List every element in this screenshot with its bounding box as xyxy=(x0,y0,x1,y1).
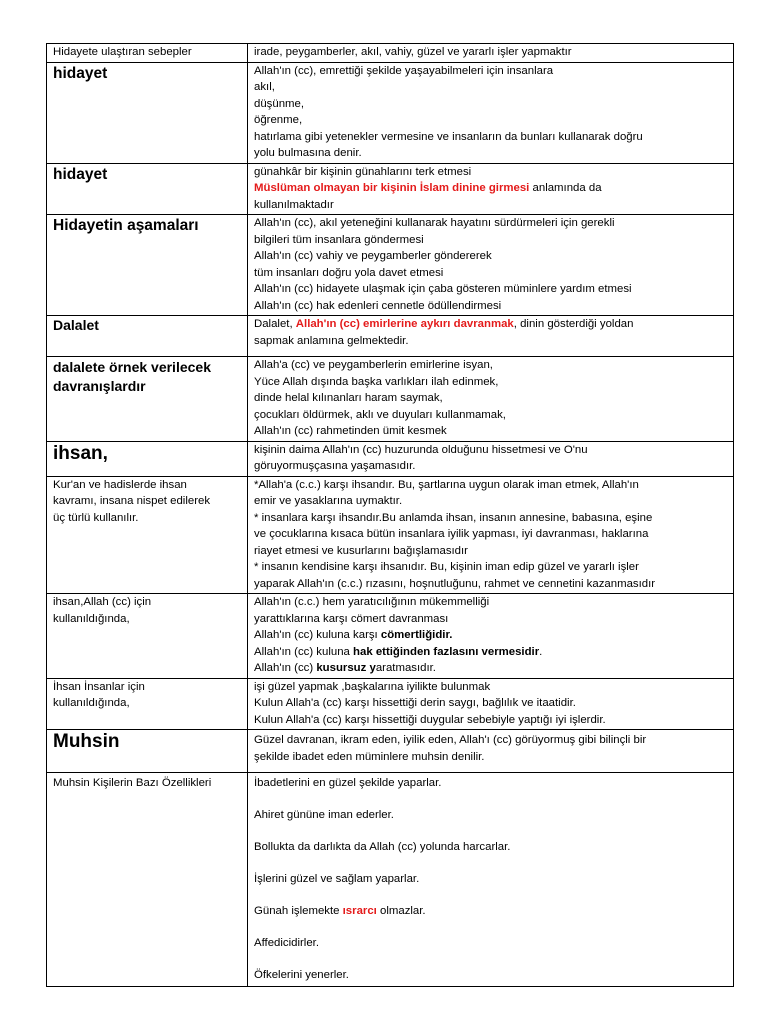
row-value xyxy=(248,163,734,215)
list-item: İbadetlerini en güzel şekilde yaparlar. xyxy=(254,777,442,789)
row-key xyxy=(47,678,248,730)
list-item: Öfkelerini yenerler. xyxy=(254,969,349,981)
row-value-text: . xyxy=(539,645,543,658)
table-row xyxy=(47,316,734,357)
list-item: Ahiret gününe iman ederler. xyxy=(254,809,394,821)
row-value xyxy=(248,357,734,442)
row-value-line: yolu bulmasına denir. xyxy=(254,147,362,159)
row-key-text: kullanıldığında, xyxy=(53,697,130,709)
row-value-line xyxy=(254,660,729,677)
row-value xyxy=(248,316,734,357)
table-row xyxy=(47,357,734,442)
row-value-line: Allah'ın (cc) hak edenleri cennetle ödüllendirmesi xyxy=(254,299,502,312)
row-value-line: Yüce Allah dışında başka varlıkları ilah edinmek, xyxy=(254,375,499,388)
row-value-line: kişinin daima Allah'ın (cc) huzurunda olduğunu hissetmesi ve O'nu xyxy=(254,443,588,456)
row-value-text: aratmasıdır. xyxy=(375,662,436,674)
row-key-text: Dalalet xyxy=(53,317,99,333)
row-value-line: yaparak Allah'ın (c.c.) rızasını, hoşnutluğunu, rahmet ve cennetini kazanmasıdır xyxy=(254,577,656,590)
row-key-text: dalalete örnek verilecek xyxy=(53,359,211,375)
row-value-line: çocukları öldürmek, aklı ve duyuları kullanmamak, xyxy=(254,408,506,421)
row-key-text: kavramı, insana nispet edilerek xyxy=(53,495,211,507)
row-value-line: günahkâr bir kişinin günahlarını terk etmesi xyxy=(254,165,472,178)
bold-text: cömertliğidir. xyxy=(380,629,453,641)
row-key-text: İhsan İnsanlar için xyxy=(53,680,145,693)
row-key xyxy=(47,441,248,476)
row-key-text: kullanıldığında, xyxy=(53,612,130,625)
row-value-line: * insanlara karşı ihsandır.Bu anlamda ihsan, insanın annesine, babasına, eşine xyxy=(254,511,653,524)
highlight-text: ısrarcı xyxy=(342,905,377,917)
row-value xyxy=(248,773,734,987)
row-value xyxy=(248,441,734,476)
list-item: İşlerini güzel ve sağlam yaparlar. xyxy=(254,873,420,885)
row-key xyxy=(47,62,248,163)
row-key xyxy=(47,163,248,215)
row-key xyxy=(47,730,248,773)
row-key-text: ihsan, xyxy=(53,442,108,464)
row-value-line: Allah'a (cc) ve peygamberlerin emirlerine isyan, xyxy=(254,359,493,371)
row-value-text: Allah'ın (cc) kuluna karşı xyxy=(254,629,381,641)
row-value xyxy=(248,678,734,730)
row-value xyxy=(248,62,734,163)
table-row xyxy=(47,215,734,316)
list-item: Bollukta da darlıkta da Allah (cc) yolunda harcarlar. xyxy=(254,841,511,853)
row-value-line xyxy=(254,316,729,333)
highlight-text: Müslüman olmayan bir kişinin İslam dinine girmesi xyxy=(254,182,530,194)
row-value-text: Allah'ın (cc) xyxy=(254,662,317,674)
bold-text: kusursuz y xyxy=(316,662,376,674)
ihsan-hidayet-table xyxy=(46,43,734,987)
row-value-text: Dalalet, xyxy=(254,318,296,330)
row-value-line: Allah'ın (cc) vahiy ve peygamberler göndererek xyxy=(254,250,492,262)
row-value-line xyxy=(254,180,729,197)
row-value-line: ve çocuklarına kısaca bütün insanlara iyilik yapması, iyi davranması, haklarına xyxy=(254,528,649,540)
row-key-text: ihsan,Allah (cc) için xyxy=(53,596,152,608)
row-value xyxy=(248,44,734,63)
row-value-line: * insanın kendisine karşı ihsanıdır. Bu, kişinin iman edip güzel ve yararlı işler xyxy=(254,561,639,573)
row-value-line xyxy=(254,627,729,644)
row-value-line: akıl, xyxy=(254,81,275,93)
row-value-line: *Allah'a (c.c.) karşı ihsandır. Bu, şartlarına uygun olarak iman etmek, Allah'ın xyxy=(254,478,639,491)
row-key-text: Muhsin Kişilerin Bazı Özellikleri xyxy=(53,777,212,789)
row-key xyxy=(47,316,248,357)
row-key xyxy=(47,357,248,442)
row-value-line: emir ve yasaklarına uymaktır. xyxy=(254,495,403,507)
row-value-line: sapmak anlamına gelmektedir. xyxy=(254,334,409,347)
row-value xyxy=(248,476,734,594)
row-value-line: irade, peygamberler, akıl, vahiy, güzel ve yararlı işler yapmaktır xyxy=(254,46,572,58)
row-value-line: Allah'ın (cc) rahmetinden ümit kesmek xyxy=(254,425,447,437)
list-item: Affedicidirler. xyxy=(254,937,320,949)
row-value-line: bilgileri tüm insanlara göndermesi xyxy=(254,233,424,246)
table-row xyxy=(47,678,734,730)
row-value-line: Allah'ın (cc) hidayete ulaşmak için çaba gösteren müminlere yardım etmesi xyxy=(254,283,632,295)
row-key xyxy=(47,215,248,316)
table-row xyxy=(47,594,734,679)
row-value-line: tüm insanları doğru yola davet etmesi xyxy=(254,266,444,279)
row-value-line: hatırlama gibi yetenekler vermesine ve insanların da bunları kullanarak doğru xyxy=(254,130,643,143)
row-key-text: hidayet xyxy=(53,64,108,82)
table-row xyxy=(47,441,734,476)
row-value-line: öğrenme, xyxy=(254,114,303,126)
row-value-line: kullanılmaktadır xyxy=(254,198,334,211)
row-key xyxy=(47,476,248,594)
highlight-text: Allah'ın (cc) emirlerine aykırı davranmak xyxy=(295,318,514,330)
row-value-line: Allah'ın (cc), emrettiği şekilde yaşayabilmeleri için insanlara xyxy=(254,64,554,77)
row-key xyxy=(47,773,248,987)
row-value-line: düşünme, xyxy=(254,97,305,110)
row-value-line: işi güzel yapmak ,başkalarına iyilikte bulunmak xyxy=(254,680,491,693)
row-value-line: Güzel davranan, ikram eden, iyilik eden, Allah'ı (cc) görüyormuş gibi bilinçli bir xyxy=(254,734,647,746)
row-key xyxy=(47,44,248,63)
row-value xyxy=(248,730,734,773)
table-row xyxy=(47,730,734,773)
row-value-line xyxy=(254,644,729,661)
table-row xyxy=(47,476,734,594)
row-key xyxy=(47,594,248,679)
row-value-text: anlamında da xyxy=(529,182,602,194)
row-value xyxy=(248,594,734,679)
row-value-line: göruyormuşçasına yaşamasıdır. xyxy=(254,460,416,472)
row-value-line: Allah'ın (cc), akıl yeteneğini kullanarak hayatını sürdürmeleri için gerekli xyxy=(254,217,615,229)
table-row xyxy=(47,62,734,163)
row-value-text: Günah işlemekte xyxy=(254,905,343,917)
table-row xyxy=(47,163,734,215)
row-key-text: hidayet xyxy=(53,165,108,183)
row-value-line: yarattıklarına karşı cömert davranması xyxy=(254,612,449,625)
row-value-line: Allah'ın (c.c.) hem yaratıcılığının mükemmelliği xyxy=(254,596,490,608)
row-value-text: olmazlar. xyxy=(376,905,426,917)
row-key-text: Kur'an ve hadislerde ihsan xyxy=(53,478,187,491)
bold-text: hak ettiğinden fazlasını vermesidir xyxy=(353,645,540,658)
row-value-text: Allah'ın (cc) kuluna xyxy=(254,645,354,658)
row-key-text: üç türlü kullanılır. xyxy=(53,511,139,524)
row-value-line: şekilde ibadet eden müminlere muhsin denilir. xyxy=(254,750,485,763)
list-item xyxy=(254,903,729,920)
row-key-text: davranışlardır xyxy=(53,378,146,394)
row-value-text: , dinin gösterdiği yoldan xyxy=(513,318,634,330)
row-value-line: dinde helal kılınanları haram saymak, xyxy=(254,392,443,404)
table-row xyxy=(47,773,734,987)
row-key-text: Muhsin xyxy=(53,731,120,752)
row-value xyxy=(248,215,734,316)
row-key-text: Hidayetin aşamaları xyxy=(53,217,199,234)
row-value-line: riayet etmesi ve kusurlarını bağışlamasıdır xyxy=(254,544,468,557)
table-row xyxy=(47,44,734,63)
row-value-line: Kulun Allah'a (cc) karşı hissettiği derin saygı, bağlılık ve itaatidir. xyxy=(254,697,576,709)
row-value-line: Kulun Allah'a (cc) karşı hissettiği duygular sebebiyle yaptığı iyi işlerdir. xyxy=(254,713,606,726)
row-key-text: Hidayete ulaştıran sebepler xyxy=(53,46,192,58)
